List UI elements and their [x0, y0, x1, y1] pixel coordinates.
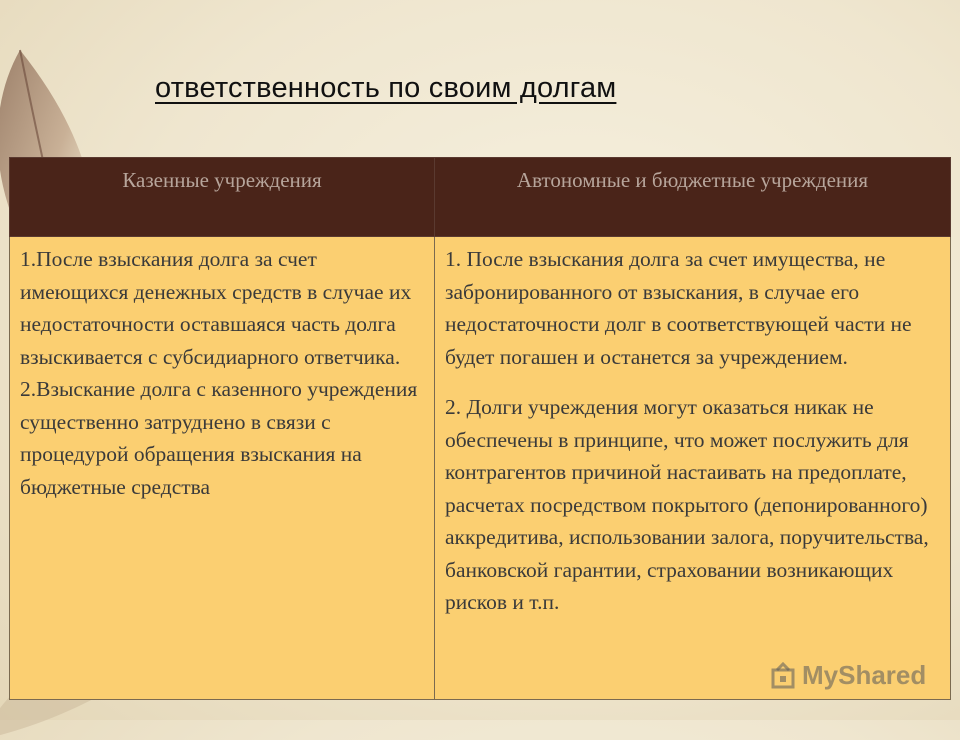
- comparison-table: [9, 157, 951, 700]
- watermark: [770, 660, 926, 691]
- watermark-text: MyShared: [802, 660, 927, 690]
- header-kazennye: Казенные учреждения: [10, 158, 435, 237]
- right-paragraph-1: 1. После взыскания долга за счет имущества, не забронированного от взыскания, в случае его недостаточности долг в соответствующей части не будет погашен и останется за учреждением.: [445, 247, 912, 369]
- paragraph-spacer: [445, 373, 942, 391]
- table-header-row: [10, 158, 951, 237]
- left-paragraph-1: 1.После взыскания долга за счет имеющихся денежных средств в случае их недостаточности оставшаяся часть долга взыскивается с субсидиарного ответчика.: [20, 247, 412, 369]
- cell-kazennye: [10, 237, 435, 700]
- right-paragraph-2: 2. Долги учреждения могут оказаться никак не обеспечены в принципе, что может послужить для контрагентов причиной настаивать на предоплате, расчетах посредством покрытого (депонированного) аккредитива, использовании залога, поручительства, банковской гарантии, страховании возникающих рисков и т.п.: [445, 395, 929, 614]
- myshared-logo-icon: [770, 662, 796, 690]
- slide-title: ответственность по своим долгам: [155, 72, 617, 104]
- table-row: [10, 237, 951, 700]
- left-paragraph-2: 2.Взыскание долга с казенного учреждения существенно затруднено в связи с процедурой обращения взыскания на бюджетные средства: [20, 377, 418, 499]
- cell-avtonomnye: [435, 237, 951, 700]
- header-avtonomnye: Автономные и бюджетные учреждения: [435, 158, 951, 237]
